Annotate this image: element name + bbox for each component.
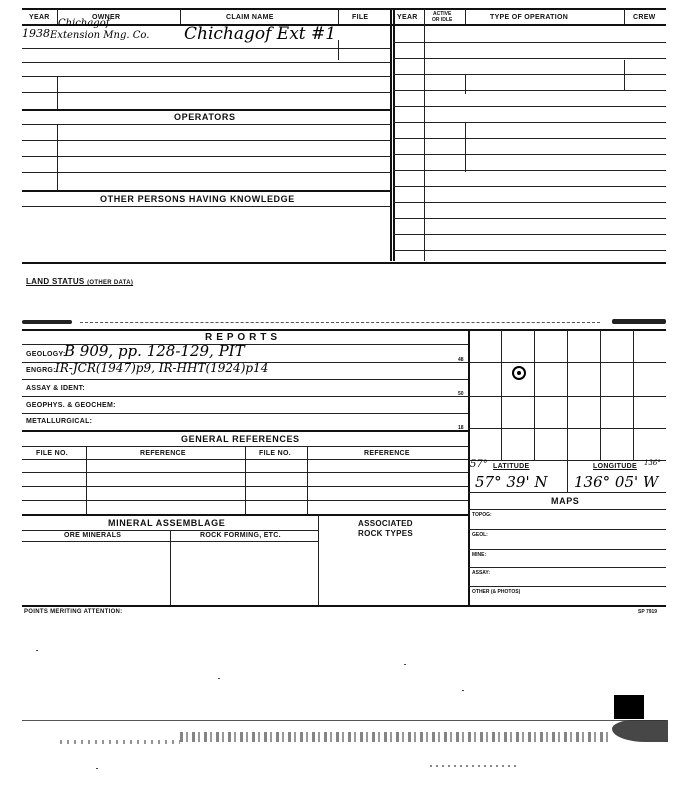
entry-year: 1938 — [22, 27, 50, 40]
grid-number-48: 48 — [458, 357, 464, 363]
header-type-of-operation: TYPE OF OPERATION — [490, 14, 569, 21]
header-file: FILE — [352, 14, 369, 21]
geophys-label: GEOPHYS. & GEOCHEM: — [26, 402, 116, 409]
header-crew: CREW — [633, 14, 656, 21]
header-or-idle: OR IDLE — [432, 17, 453, 23]
location-marker-icon — [512, 366, 526, 380]
gr-col-reference-2: REFERENCE — [364, 450, 410, 457]
engrg-label: ENGRG: — [26, 367, 56, 374]
longitude-value: 136° 05' W — [574, 473, 659, 491]
grid-number-18: 18 — [458, 425, 464, 431]
gr-col-reference-1: REFERENCE — [140, 450, 186, 457]
other-persons-label: OTHER PERSONS HAVING KNOWLEDGE — [100, 194, 295, 204]
maps-geol: GEOL: — [472, 532, 488, 538]
gr-col-file-no-1: FILE NO. — [36, 450, 68, 457]
associated-rock-types-line1: ASSOCIATED — [358, 519, 413, 528]
header-active: ACTIVE — [433, 11, 452, 17]
entry-owner-line1: Chichagof — [58, 18, 110, 29]
maps-mine: MINE: — [472, 552, 487, 558]
geology-value: B 909, pp. 128-129, PIT — [64, 342, 245, 360]
metallurgical-label: METALLURGICAL: — [26, 418, 93, 425]
grid-number-50: 50 — [458, 391, 464, 397]
geology-label: GEOLOGY: — [26, 351, 66, 358]
associated-rock-types-line2: ROCK TYPES — [358, 529, 414, 538]
header-claim-name: CLAIM NAME — [226, 14, 274, 21]
operators-label: OPERATORS — [174, 112, 236, 122]
longitude-label: LONGITUDE — [593, 463, 637, 470]
assay-label: ASSAY & IDENT: — [26, 385, 86, 392]
engrg-value: IR-JCR(1947)p9, IR-HHT(1924)p14 — [55, 361, 269, 375]
entry-claim-name: Chichagof Ext #1 — [184, 24, 337, 44]
rock-forming-label: ROCK FORMING, ETC. — [200, 532, 281, 539]
maps-assay: ASSAY: — [472, 570, 491, 576]
longitude-note: 136° — [644, 459, 661, 467]
maps-title: MAPS — [551, 496, 580, 506]
header-year: YEAR — [29, 14, 50, 21]
latitude-value: 57° 39' N — [475, 473, 548, 491]
land-status-label: LAND STATUS (OTHER DATA) — [26, 277, 134, 286]
general-references-title: GENERAL REFERENCES — [181, 434, 300, 444]
mineral-assemblage-title: MINERAL ASSEMBLAGE — [108, 518, 226, 528]
latitude-note: 57° — [470, 459, 488, 470]
maps-other: OTHER (& PHOTOS) — [472, 589, 521, 595]
reports-title: R E P O R T S — [205, 332, 278, 343]
ore-minerals-label: ORE MINERALS — [64, 532, 122, 539]
entry-owner-line2: Extension Mng. Co. — [50, 30, 150, 41]
header-year-2: YEAR — [397, 14, 418, 21]
latitude-label: LATITUDE — [493, 463, 530, 470]
maps-topog: TOPOG: — [472, 512, 492, 518]
header-owner: OWNER — [92, 14, 121, 21]
points-label: POINTS MERITING ATTENTION: — [24, 609, 123, 615]
gr-col-file-no-2: FILE NO. — [259, 450, 291, 457]
form-number: SP 7919 — [638, 609, 658, 615]
